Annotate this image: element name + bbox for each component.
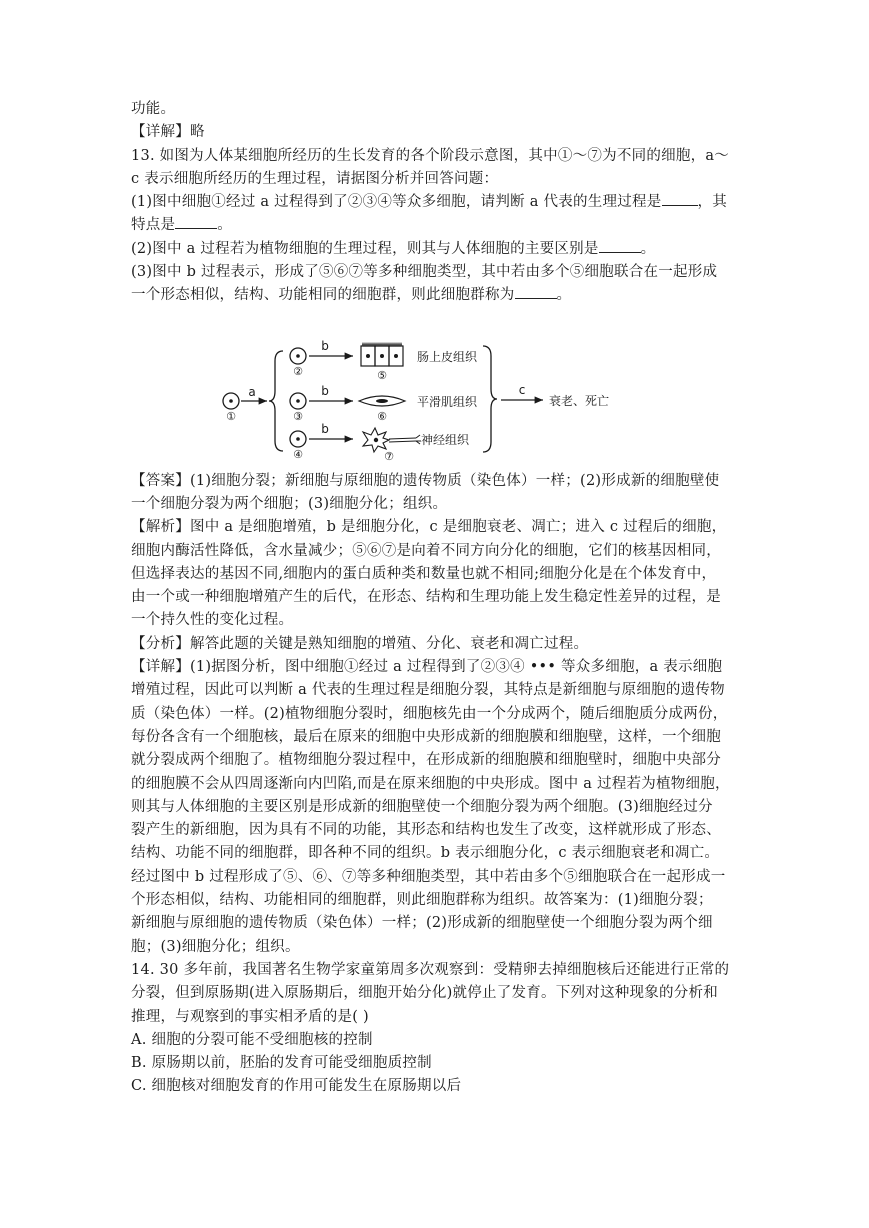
question-13-stem: 13. 如图为人体某细胞所经历的生长发育的各个阶段示意图，其中①～⑦为不同的细胞，a～ (131, 147, 730, 164)
text-line: 【详解】略 (131, 124, 205, 141)
option-a[interactable]: A. 细胞的分裂可能不受细胞核的控制 (131, 1031, 373, 1048)
question-14-stem: 分裂，但到原肠期(进入原肠期后，细胞开始分化)就停止了发育。下列对这种现象的分析和 (131, 985, 719, 1002)
text-span: 一个形态相似，结构、功能相同的细胞群，则此细胞群称为 (131, 287, 515, 304)
question-13-part-2 (131, 238, 741, 261)
nucleus-dot (229, 399, 233, 403)
explanation-line: 增殖过程，因此可以判断 a 代表的生理过程是细胞分裂，其特点是新细胞与原细胞的遗传物 (131, 682, 725, 699)
cell-label-1: ① (226, 409, 236, 423)
explanation-line: 胞；(3)细胞分化；组织。 (131, 938, 300, 955)
answer-line: 一个细胞分裂为两个细胞；(3)细胞分化；组织。 (131, 495, 448, 512)
cell-label-2: ② (293, 364, 303, 378)
cell-label-3: ③ (293, 409, 303, 423)
answer-blank[interactable] (175, 214, 217, 229)
nucleus-dot (296, 437, 300, 441)
text-span: 。 (640, 240, 656, 257)
nucleus-dot (296, 354, 300, 358)
question-13-part-1 (131, 191, 741, 214)
tissue-label-smooth-muscle: 平滑肌组织 (417, 394, 478, 409)
explanation-line: 的细胞膜不会从四周逐渐向内凹陷,而是在原来细胞的中央形成。图中 a 过程若为植物细胞， (131, 775, 730, 792)
process-label-b: b (321, 338, 329, 353)
process-label-a: a (248, 384, 256, 399)
epithelial-cells-icon (361, 343, 403, 366)
fate-label: 衰老、死亡 (549, 393, 610, 408)
cell-development-diagram (131, 334, 741, 466)
explanation-line: 每份各含有一个细胞核，最后在原来的细胞中央形成新的细胞膜和细胞壁，这样，一个细胞 (131, 728, 721, 745)
explanation-line: 个形态相似，结构、功能相同的细胞群，则此细胞群称为组织。故答案为：(1)细胞分裂； (131, 892, 713, 909)
explanation-line: 【详解】(1)据图分析，图中细胞①经过 a 过程得到了②③④ ••• 等众多细胞，a 表示细胞 (131, 659, 723, 676)
question-13-stem: c 表示细胞所经历的生理过程，请据图分析并回答问题： (131, 170, 499, 187)
text-span: 。 (217, 217, 232, 234)
neuron-cell-icon (363, 428, 421, 452)
answer-blank[interactable] (599, 238, 641, 253)
nucleus-dot (296, 399, 300, 403)
analysis-line: 【解析】图中 a 是细胞增殖，b 是细胞分化，c 是细胞衰老、凋亡；进入 c 过程后的细胞， (131, 519, 727, 536)
explanation-line: 则其与人体细胞的主要区别是形成新的细胞壁使一个细胞分裂为两个细胞。(3)细胞经过分 (131, 798, 713, 815)
cell-label-5: ⑤ (377, 368, 387, 382)
text-span: ，其 (697, 194, 728, 211)
analysis-line: 一个持久性的变化过程。 (131, 612, 294, 629)
left-brace (269, 351, 283, 451)
text-span: 特点是 (131, 217, 176, 234)
cell-label-7: ⑦ (384, 449, 394, 463)
question-14-stem: 14. 30 多年前，我国著名生物学家童第周多次观察到：受精卵去掉细胞核后还能进行正常的 (131, 961, 730, 978)
explanation-line: 结构、功能不同的细胞群，即各种不同的组织。b 表示细胞分化，c 表示细胞衰老和凋亡。 (131, 845, 720, 862)
answer-blank[interactable] (662, 191, 698, 206)
option-b[interactable]: B. 原肠期以前，胚胎的发育可能受细胞质控制 (131, 1055, 432, 1072)
explanation-line: 经过图中 b 过程形成了⑤、⑥、⑦等多种细胞类型，其中若由多个⑤细胞联合在一起形成一 (131, 868, 726, 885)
smooth-muscle-cell-icon (359, 396, 405, 406)
analysis-note-line: 【分析】解答此题的关键是熟知细胞的增殖、分化、衰老和凋亡过程。 (131, 635, 589, 652)
question-13-part-3 (131, 284, 741, 307)
question-13-part-1 (131, 214, 741, 237)
option-c[interactable]: C. 细胞核对细胞发育的作用可能发生在原肠期以后 (131, 1078, 462, 1095)
explanation-line: 新细胞与原细胞的遗传物质（染色体）一样；(2)形成新的细胞壁使一个细胞分裂为两个细 (131, 915, 713, 932)
question-14-stem: 推理，与观察到的事实相矛盾的是( ) (131, 1008, 369, 1025)
document-page (131, 98, 741, 1099)
text-span: 。 (556, 287, 572, 304)
right-brace (483, 346, 497, 452)
tissue-label-nerve: 神经组织 (421, 432, 470, 447)
analysis-line: 但选择表达的基因不同,细胞内的蛋白质种类和数量也就不相同;细胞分化是在个体发育中， (131, 565, 717, 582)
question-13-part-3: (3)图中 b 过程表示，形成了⑤⑥⑦等多种细胞类型，其中若由多个⑤细胞联合在一起形成 (131, 264, 718, 281)
explanation-line: 裂产生的新细胞，因为具有不同的功能，其形态和结构也发生了改变，这样就形成了形态、 (131, 822, 721, 839)
explanation-line: 就分裂成两个细胞了。植物细胞分裂过程中，在形成新的细胞膜和细胞壁时，细胞中央部分 (131, 752, 721, 769)
cell-label-6: ⑥ (377, 409, 387, 423)
diagram-svg (131, 334, 741, 466)
explanation-line: 质（染色体）一样。(2)植物细胞分裂时，细胞核先由一个分成两个，随后细胞质分成两份， (131, 705, 728, 722)
text-span: (2)图中 a 过程若为植物细胞的生理过程，则其与人体细胞的主要区别是 (131, 240, 599, 257)
tissue-label-intestinal: 肠上皮组织 (417, 349, 478, 364)
text-line: 功能。 (131, 101, 176, 117)
analysis-line: 由一个或一种细胞增殖产生的后代，在形态、结构和生理功能上发生稳定性差异的过程，是 (131, 589, 721, 606)
cell-label-4: ④ (293, 447, 303, 461)
answer-line: 【答案】(1)细胞分裂；新细胞与原细胞的遗传物质（染色体）一样；(2)形成新的细胞壁使 (131, 472, 720, 489)
process-label-b: b (321, 383, 329, 398)
process-label-b: b (321, 421, 329, 436)
answer-blank[interactable] (515, 284, 557, 299)
process-label-c: c (518, 382, 526, 397)
text-span: (1)图中细胞①经过 a 过程得到了②③④等众多细胞，请判断 a 代表的生理过程是 (131, 194, 662, 211)
analysis-line: 细胞内酶活性降低，含水量减少；⑤⑥⑦是向着不同方向分化的细胞，它们的核基因相同， (131, 542, 721, 559)
